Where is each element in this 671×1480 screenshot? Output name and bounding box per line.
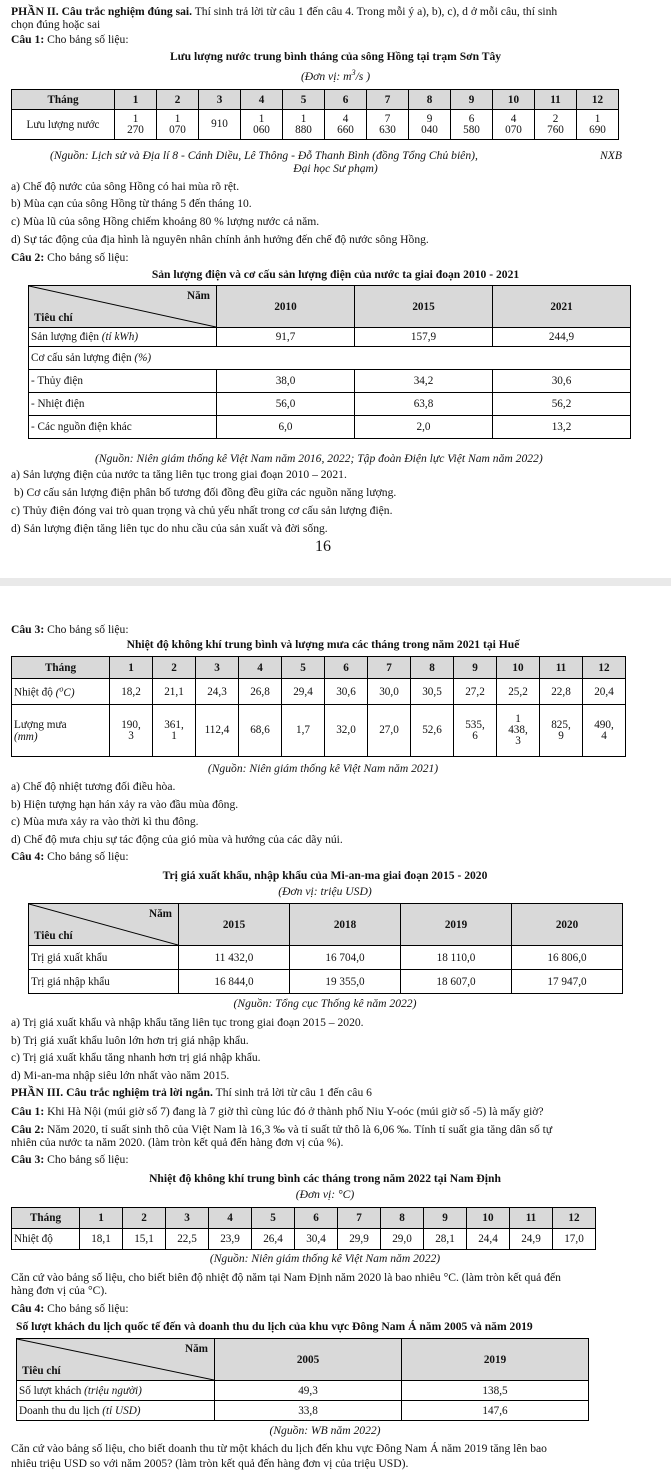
part3-q2-text: Năm 2020, tỉ suất sinh thô của Việt Nam là 16,3 ‰ và tỉ suất tử thô là 6,06 ‰. Tính tỉ suất gia tăng dân số tự [47,1123,553,1136]
q4-table [28,903,623,994]
part3-q3-table [11,1207,596,1250]
q3-rain-label [12,705,110,757]
part3-q3-unit: (Đơn vị: °C) [295,1188,355,1201]
page-16 [0,0,671,578]
cell-line: 9 [558,729,564,742]
q3-table-title: Nhiệt độ không khí trung bình và lượng mưa các tháng trong năm 2021 tại Huế [126,638,520,651]
q2-cell: 34,2 [355,370,493,393]
part3-q4-source: (Nguồn: WB năm 2022) [269,1424,381,1437]
q3-temp-cell: 20,4 [583,679,626,705]
q4-row-export [29,946,623,970]
part3-q3-source: (Nguồn: Niên giám thống kê Việt Nam năm 2022) [209,1252,441,1265]
q2-cell: 244,9 [493,328,631,347]
q2-row-label: Sản lượng điện (tỉ kWh) [29,328,217,347]
q3-table [11,656,626,757]
q3-rain-cell: 32,0 [325,705,368,757]
part3-q3-cell: 29,9 [338,1229,381,1250]
part3-q4-year-2019: 2019 [402,1339,589,1381]
cell-line: 825, [551,718,571,731]
q2-cell: 91,7 [217,328,355,347]
q1-table [11,89,619,140]
q4-corner-year-label: Năm [149,908,172,920]
q3-rain-cell: 112,4 [196,705,239,757]
part3-q3-cell: 18,1 [80,1229,123,1250]
q1-header-cell: 2 [157,90,199,110]
q4-source: (Nguồn: Tổng cục Thống kê năm 2022) [233,997,417,1010]
q3-header-cell: 8 [411,657,454,679]
q1-header-cell: 5 [283,90,325,110]
q1-statement-c: c) Mùa lũ của sông Hồng chiếm khoảng 80 % lượng nước cả năm. [11,215,320,228]
q2-row-output [29,328,631,347]
part3-q3-lead: Cho bảng số liệu: [47,1153,129,1166]
q3-statement-d: d) Chế độ mưa chịu sự tác động của gió mùa và hướng của các dãy núi. [11,833,343,846]
q4-table-title: Trị giá xuất khẩu, nhập khẩu của Mi-an-ma giai đoạn 2015 - 2020 [162,869,488,882]
cell-line: 3 [515,735,521,747]
q3-rain-cell [110,705,153,757]
q2-statement-a: a) Sản lượng điện của nước ta tăng liên tục trong giai đoạn 2010 – 2021. [11,468,347,481]
part3-q4-row-revenue [17,1401,589,1421]
part3-q4-corner-cell [17,1339,215,1381]
cell-line: 1 [258,112,265,125]
part3-q3-cell: 30,4 [295,1229,338,1250]
part3-q3-cell: 17,0 [553,1229,596,1250]
part3-intro-text: Thí sinh trả lời từ câu 1 đến câu 6 [215,1086,372,1099]
q3-header-cell: 2 [153,657,196,679]
cell-line: 070 [505,123,522,136]
part2-intro-text: Thí sinh trả lời từ câu 1 đến câu 4. Trong mỗi ý a), b), c), d ở mỗi câu, thí sinh [194,5,558,18]
q4-corner-criteria-label: Tiêu chí [34,930,73,942]
q3-rain-cell: 68,6 [239,705,282,757]
q1-data-row [12,110,619,140]
q3-temp-cell: 30,0 [368,679,411,705]
q2-source: (Nguồn: Niên giám thống kê Việt Nam năm 2016, 2022; Tập đoàn Điện lực Việt Nam năm 2022) [95,452,543,465]
q2-corner-criteria-label: Tiêu chí [34,312,73,324]
q1-header-cell: 12 [577,90,619,110]
cell-line: 6 [468,112,475,125]
part3-q4-row-visitors [17,1381,589,1401]
cell-line: 361, [164,718,184,731]
q1-statement-d: d) Sự tác động của địa hình là nguyên nhân chính ảnh hưởng đến chế độ nước sông Hồng. [11,233,429,246]
q3-rain-cell [540,705,583,757]
q2-row-label: - Các nguồn điện khác [29,416,217,439]
q3-rain-cell: 52,6 [411,705,454,757]
q1-cell [157,110,199,140]
cell-line: 438, [508,724,528,736]
q3-temp-cell: 30,6 [325,679,368,705]
part3-q3-question-line2: hàng đơn vị của °C). [11,1284,108,1297]
q4-cell: 16 806,0 [512,946,623,970]
q2-heading [11,251,129,264]
q3-header-cell: 12 [583,657,626,679]
part3-q4-question-line1: Căn cứ vào bảng số liệu, cho biết doanh thu từ một khách du lịch đến khu vực Đông Nam Á năm 2019 tăng lên bao [11,1442,547,1455]
cell-line: 4 [510,112,517,125]
part3-q3-cell: 15,1 [123,1229,166,1250]
cell-line: 1 [171,729,177,742]
q1-header-cell: 9 [451,90,493,110]
q3-header-cell: 11 [540,657,583,679]
cell-line: 660 [337,123,354,136]
part3-q1-label: Câu 1: [11,1105,45,1118]
q1-header-cell: 3 [199,90,241,110]
part3-q4-lead: Cho bảng số liệu: [47,1302,129,1315]
q2-corner-cell [29,286,217,328]
q3-temp-cell: 25,2 [497,679,540,705]
cell-line: 580 [463,123,480,136]
q1-header-month: Tháng [12,90,115,110]
part3-q3-heading [11,1153,129,1166]
q4-unit: (Đơn vị: triệu USD) [278,885,372,898]
q3-header-month: Tháng [12,657,110,679]
q3-statement-c: c) Mùa mưa xảy ra vào thời kì thu đông. [11,815,199,828]
q3-header-cell: 7 [368,657,411,679]
part3-q4-table [16,1338,589,1421]
q2-statement-c: c) Thủy điện đóng vai trò quan trọng và chủ yếu nhất trong cơ cấu sản lượng điện. [11,504,393,517]
cell-line: 190, [121,718,141,731]
q1-cell [325,110,367,140]
q1-header-cell: 8 [409,90,451,110]
q2-row-label: - Thủy điện [29,370,217,393]
q4-cell: 16 704,0 [290,946,401,970]
part2-intro [11,5,557,18]
q4-cell: 17 947,0 [512,970,623,994]
part3-q3-data-row [12,1229,596,1250]
q1-cell [493,110,535,140]
q3-rain-cell [497,705,540,757]
q2-cell: 13,2 [493,416,631,439]
q1-source-line1: (Nguồn: Lịch sử và Địa lí 8 - Cánh Diều, Lê Thông - Đỗ Thanh Bình (đồng Tổng Chủ biên), [50,149,478,162]
q1-cell [451,110,493,140]
part3-q3-cell: 24,9 [510,1229,553,1250]
q4-cell: 19 355,0 [290,970,401,994]
q3-statement-a: a) Chế độ nhiệt tương đối điều hòa. [11,780,176,793]
part3-q4-label: Câu 4: [11,1302,45,1315]
part3-q3-header-cell: 8 [381,1208,424,1229]
q2-year-2010: 2010 [217,286,355,328]
q3-header-cell: 3 [196,657,239,679]
q1-statement-b: b) Mùa cạn của sông Hồng từ tháng 5 đến tháng 10. [11,197,252,210]
q4-row-label: Trị giá xuất khẩu [29,946,179,970]
q3-rain-cell: 1,7 [282,705,325,757]
part3-q4-cell: 49,3 [215,1381,402,1401]
q2-cell: 6,0 [217,416,355,439]
part3-q3-header-cell: 6 [295,1208,338,1229]
q2-row-label: Cơ cấu sản lượng điện (%) [29,347,631,370]
q1-heading [11,33,129,46]
q3-temp-cell: 27,2 [454,679,497,705]
q1-table-title: Lưu lượng nước trung bình tháng của sông Hồng tại trạm Sơn Tây [169,50,502,63]
q1-cell [241,110,283,140]
q1-cell [283,110,325,140]
q1-cell: 910 [199,110,241,140]
q2-table-title: Sản lượng điện và cơ cấu sản lượng điện của nước ta giai đoạn 2010 - 2021 [151,268,520,281]
cell-line: 490, [594,718,614,731]
part3-q3-header-cell: 5 [252,1208,295,1229]
q4-year-2020: 2020 [512,904,623,946]
q3-rain-cell [454,705,497,757]
q3-temp-row [12,679,626,705]
q1-source-nxb: NXB [600,149,622,162]
cell-line: 1 [594,112,601,125]
q2-corner-year-label: Năm [187,290,210,302]
q3-temp-cell: 29,4 [282,679,325,705]
part3-q3-header-month: Tháng [12,1208,80,1229]
q1-header-cell: 10 [493,90,535,110]
part3-q3-header-cell: 1 [80,1208,123,1229]
q1-lead: Cho bảng số liệu: [47,33,129,46]
q3-heading [11,623,129,636]
q2-row-structure [29,347,631,370]
q4-row-label: Trị giá nhập khẩu [29,970,179,994]
q1-source-line2: Đại học Sư phạm) [293,162,378,175]
q4-heading [11,850,129,863]
part3-q3-cell: 28,1 [424,1229,467,1250]
q3-header-cell: 6 [325,657,368,679]
part3-q4-cell: 147,6 [402,1401,589,1421]
q3-rain-cell [583,705,626,757]
q1-header-row [12,90,619,110]
part3-q4-cell: 33,8 [215,1401,402,1421]
part3-q4-cell: 138,5 [402,1381,589,1401]
part3-q3-header-cell: 12 [553,1208,596,1229]
part3-q4-corner-criteria-label: Tiêu chí [22,1365,61,1377]
cell-line: 2 [552,112,559,125]
q3-header-cell: 5 [282,657,325,679]
q4-cell: 18 110,0 [401,946,512,970]
cell-line: 040 [421,123,438,136]
part3-intro [11,1086,372,1099]
q3-rain-cell [153,705,196,757]
q3-temp-cell: 18,2 [110,679,153,705]
part3-q3-header-cell: 2 [123,1208,166,1229]
q4-statement-a: a) Trị giá xuất khẩu và nhập khẩu tăng liên tục trong giai đoạn 2015 – 2020. [11,1016,364,1029]
q4-label: Câu 4: [11,850,45,863]
q4-lead: Cho bảng số liệu: [47,850,129,863]
cell-line: 060 [253,123,270,136]
part3-q2-label: Câu 2: [11,1123,45,1136]
part3-q3-cell: 26,4 [252,1229,295,1250]
q2-table [28,285,631,439]
part3-q2-line2: nhiên của nước ta năm 2020. (làm tròn kết quả đến hàng đơn vị của %). [11,1136,344,1149]
q3-lead: Cho bảng số liệu: [47,623,129,636]
q4-cell: 16 844,0 [179,970,290,994]
q3-header-cell: 10 [497,657,540,679]
part3-q3-header-cell: 7 [338,1208,381,1229]
part3-q3-question-line1: Căn cứ vào bảng số liệu, cho biết biên độ nhiệt độ năm tại Nam Định năm 2020 là bao nhiêu °C. (làm tròn kết quả đến [11,1271,561,1284]
cell-line: 1 [300,112,307,125]
part3-q3-header-cell: 10 [467,1208,510,1229]
q4-year-2019: 2019 [401,904,512,946]
part3-q4-row-label: Số lượt khách (triệu người) [17,1381,215,1401]
q2-statement-b: b) Cơ cấu sản lượng điện phân bố tương đối đồng đều giữa các nguồn năng lượng. [14,486,397,499]
q2-row-label: - Nhiệt điện [29,393,217,416]
q3-header-cell: 9 [454,657,497,679]
part3-q3-cell: 23,9 [209,1229,252,1250]
part3-q3-label: Câu 3: [11,1153,45,1166]
q1-header-cell: 1 [115,90,157,110]
part3-q4-row-label: Doanh thu du lịch (tỉ USD) [17,1401,215,1421]
q4-corner-cell [29,904,179,946]
part3-q4-heading [11,1302,129,1315]
part2-intro-line2: chọn đúng hoặc sai [11,18,101,31]
page-divider [0,578,671,586]
q3-rain-cell: 27,0 [368,705,411,757]
page-number: 16 [315,538,331,555]
q3-temp-cell: 26,8 [239,679,282,705]
part3-q3-header-cell: 11 [510,1208,553,1229]
q4-header-row [29,904,623,946]
q3-rain-label-line2: (mm) [14,730,38,743]
cell-line: 6 [472,729,478,742]
q3-temp-cell: 24,3 [196,679,239,705]
part3-q3-cell: 24,4 [467,1229,510,1250]
cell-line: 760 [547,123,564,136]
cell-line: 880 [295,123,312,136]
q2-statement-d: d) Sản lượng điện tăng liên tục do nhu cầu của sản xuất và đời sống. [11,522,328,535]
part3-q3-header-cell: 3 [166,1208,209,1229]
q1-unit: (Đơn vị: $m^3/s$ ) [300,68,371,83]
part3-q3-cell: 29,0 [381,1229,424,1250]
q3-rain-row [12,705,626,757]
part3-heading: PHẦN III. Câu trắc nghiệm trả lời ngắn. [11,1086,213,1099]
q2-lead: Cho bảng số liệu: [47,251,129,264]
part3-q3-header-cell: 4 [209,1208,252,1229]
cell-line: 7 [384,112,391,125]
q2-cell: 56,2 [493,393,631,416]
q3-statement-b: b) Hiện tượng hạn hán xảy ra vào đầu mùa đông. [11,798,239,811]
q3-temp-cell: 30,5 [411,679,454,705]
part3-q4-table-title: Số lượt khách du lịch quốc tế đến và doanh thu du lịch của khu vực Đông Nam Á năm 2005 và năm 2019 [16,1320,533,1333]
q2-cell: 2,0 [355,416,493,439]
q1-header-cell: 7 [367,90,409,110]
part3-q1 [11,1105,544,1118]
part3-q4-year-2005: 2005 [215,1339,402,1381]
q3-temp-label: Nhiệt độ ($^o$C) [12,679,110,705]
q2-year-2015: 2015 [355,286,493,328]
part3-q4-corner-year-label: Năm [185,1343,208,1355]
q1-cell [367,110,409,140]
cell-line: 535, [465,718,485,731]
q2-cell: 157,9 [355,328,493,347]
cell-line: 630 [379,123,396,136]
q4-statement-c: c) Trị giá xuất khẩu tăng nhanh hơn trị giá nhập khẩu. [11,1051,261,1064]
q1-row-label: Lưu lượng nước [12,110,115,140]
q2-row-thermal [29,393,631,416]
q3-header-cell: 4 [239,657,282,679]
q2-header-row [29,286,631,328]
cell-line: 1 [174,112,181,125]
q2-cell: 56,0 [217,393,355,416]
q1-cell [577,110,619,140]
q3-rain-label-line1: Lượng mưa [14,718,67,731]
q4-statement-d: d) Mi-an-ma nhập siêu lớn nhất vào năm 2015. [11,1069,230,1082]
cell-line: 270 [127,123,144,136]
part3-q4-header-row [17,1339,589,1381]
q1-cell [409,110,451,140]
cell-line: 070 [169,123,186,136]
q3-temp-cell: 21,1 [153,679,196,705]
q3-header-cell: 1 [110,657,153,679]
q4-year-2018: 2018 [290,904,401,946]
q1-header-cell: 11 [535,90,577,110]
q4-year-2015: 2015 [179,904,290,946]
q2-cell: 38,0 [217,370,355,393]
q1-statement-a: a) Chế độ nước của sông Hồng có hai mùa rõ rệt. [11,180,240,193]
q1-header-cell: 4 [241,90,283,110]
cell-line: 690 [589,123,606,136]
q1-cell [535,110,577,140]
part3-q4-question-line2: nhiêu triệu USD so với năm 2005? (làm tròn kết quả đến hàng đơn vị của triệu USD). [11,1457,409,1470]
cell-line: 1 [515,713,521,725]
part3-q3-header-row [12,1208,596,1229]
part2-heading: PHẦN II. Câu trắc nghiệm đúng sai. [11,5,193,18]
cell-line: 4 [601,729,607,742]
q4-row-import [29,970,623,994]
q3-source: (Nguồn: Niên giám thống kê Việt Nam năm 2021) [207,762,439,775]
q4-statement-b: b) Trị giá xuất khẩu luôn lớn hơn trị giá nhập khẩu. [11,1034,249,1047]
q2-year-2021: 2021 [493,286,631,328]
cell-line: 1 [132,112,139,125]
page-17 [0,620,671,1480]
q3-label: Câu 3: [11,623,45,636]
cell-line: 4 [342,112,349,125]
q3-temp-cell: 22,8 [540,679,583,705]
q2-cell: 30,6 [493,370,631,393]
q4-cell: 18 607,0 [401,970,512,994]
q2-row-other [29,416,631,439]
q1-header-cell: 6 [325,90,367,110]
q2-label: Câu 2: [11,251,45,264]
q2-row-hydro [29,370,631,393]
part3-q2 [11,1123,552,1136]
q2-cell: 63,8 [355,393,493,416]
part3-q3-cell: 22,5 [166,1229,209,1250]
q4-cell: 11 432,0 [179,946,290,970]
q3-header-row [12,657,626,679]
part3-q3-row-label: Nhiệt độ [12,1229,80,1250]
q1-label: Câu 1: [11,33,45,46]
part3-q1-text: Khi Hà Nội (múi giờ số 7) đang là 7 giờ thì cùng lúc đó ở thành phố Niu Y-oóc (múi giờ số -5) là mấy giờ? [47,1105,544,1118]
part3-q3-header-cell: 9 [424,1208,467,1229]
q1-cell [115,110,157,140]
cell-line: 3 [128,729,134,742]
cell-line: 9 [426,112,433,125]
part3-q3-table-title: Nhiệt độ không khí trung bình các tháng trong năm 2022 tại Nam Định [149,1172,501,1185]
